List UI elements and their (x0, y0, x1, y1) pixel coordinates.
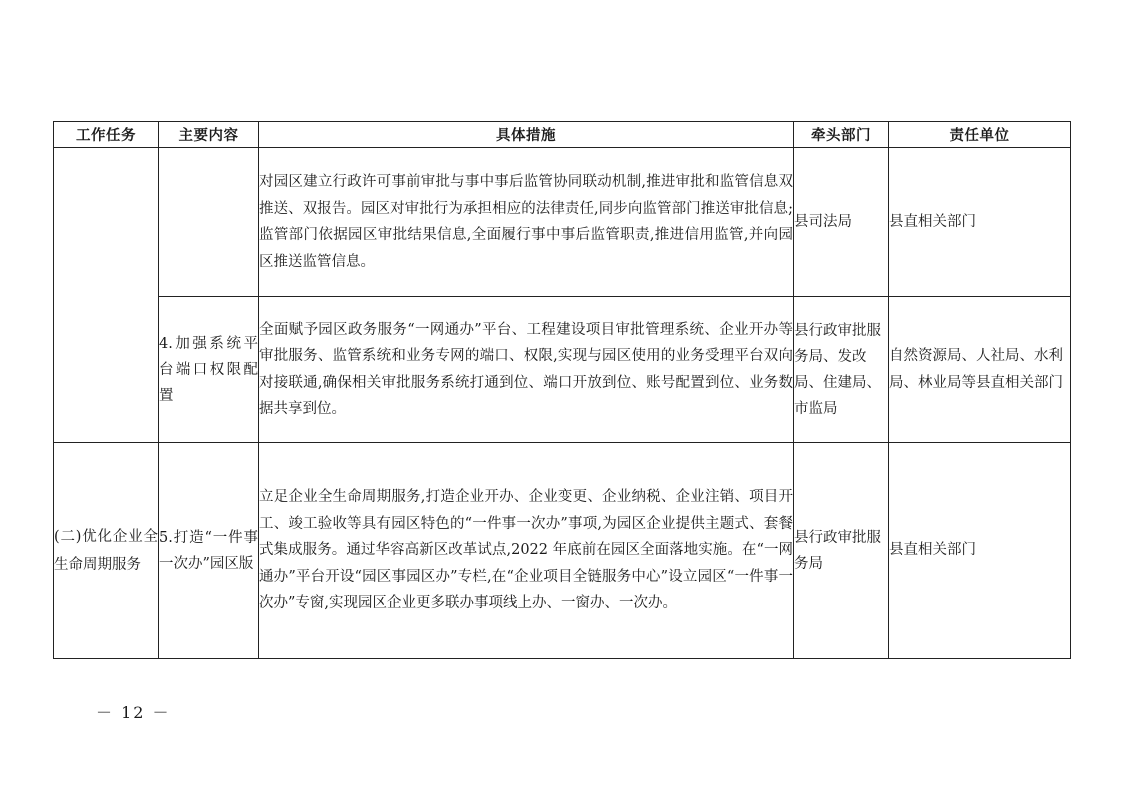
page-number: － 12 － (96, 703, 171, 722)
table-header-row (54, 122, 1071, 148)
lead-department-cell: 县司法局 (794, 148, 889, 297)
measures-cell: 对园区建立行政许可事前审批与事中事后监管协同联动机制,推进审批和监管信息双推送、双报告。园区对审批行为承担相应的法律责任,同步向监管部门推送审批信息;监管部门依据园区审批结果信息,全面履行事中事后监管职责,推进信用监管,并向园区推送监管信息。 (259, 148, 794, 297)
table-row (54, 443, 1071, 659)
table-row (54, 148, 1071, 297)
content-cell: 5.打造“一件事一次办”园区版 (159, 443, 259, 659)
header-lead-department: 牵头部门 (794, 122, 889, 148)
lead-department-cell: 县行政审批服务局、发改局、住建局、市监局 (794, 297, 889, 443)
task-cell: (二)优化企业全生命周期服务 (54, 443, 159, 659)
measures-cell: 全面赋予园区政务服务“一网通办”平台、工程建设项目审批管理系统、企业开办等审批服务、监管系统和业务专网的端口、权限,实现与园区使用的业务受理平台双向对接联通,确保相关审批服务系统打通到位、端口开放到位、账号配置到位、业务数据共享到位。 (259, 297, 794, 443)
header-main-content: 主要内容 (159, 122, 259, 148)
header-work-task: 工作任务 (54, 122, 159, 148)
measures-cell: 立足企业全生命周期服务,打造企业开办、企业变更、企业纳税、企业注销、项目开工、竣工验收等具有园区特色的“一件事一次办”事项,为园区企业提供主题式、套餐式集成服务。通过华容高新区改革试点,2022 年底前在园区全面落地实施。在“一网通办”平台开设“园区事园区办”专栏,在“企业项目全链服务中心”设立园区“一件事一次办”专窗,实现园区企业更多联办事项线上办、一窗办、一次办。 (259, 443, 794, 659)
content-cell: 4.加强系统平台端口权限配置 (159, 297, 259, 443)
content-cell (159, 148, 259, 297)
responsible-unit-cell: 县直相关部门 (889, 148, 1071, 297)
responsible-unit-cell: 自然资源局、人社局、水利局、林业局等县直相关部门 (889, 297, 1071, 443)
lead-department-cell: 县行政审批服务局 (794, 443, 889, 659)
table-row (54, 297, 1071, 443)
header-specific-measures: 具体措施 (259, 122, 794, 148)
header-responsible-unit: 责任单位 (889, 122, 1071, 148)
responsible-unit-cell: 县直相关部门 (889, 443, 1071, 659)
task-cell (54, 148, 159, 443)
work-task-table (53, 121, 1071, 659)
